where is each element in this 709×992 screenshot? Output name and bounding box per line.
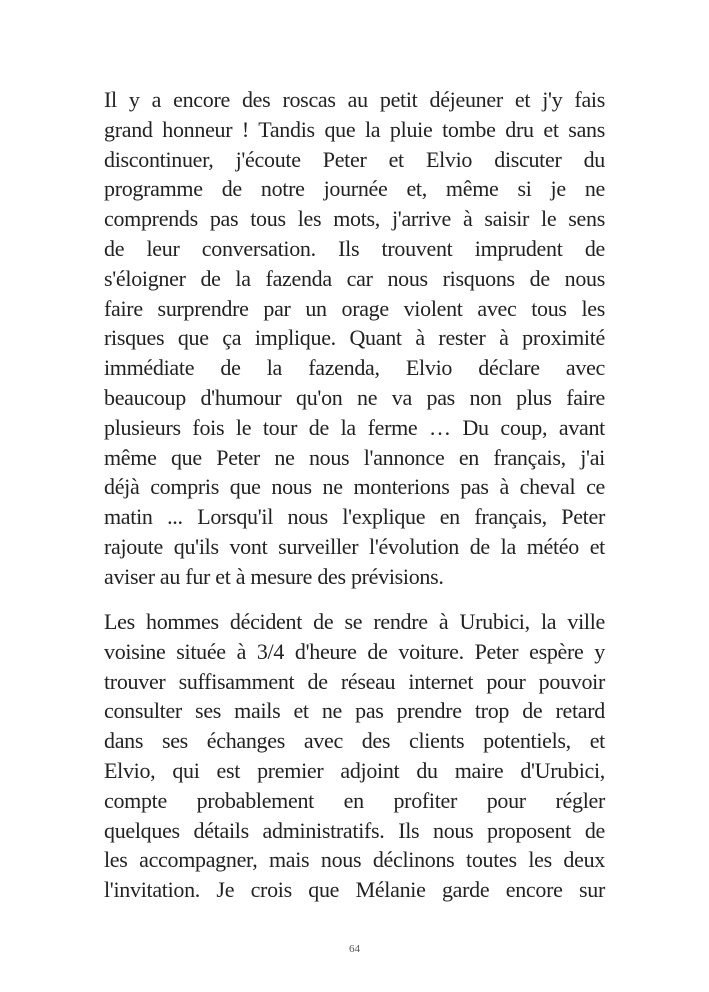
paragraph-line: quelques détails administratifs. Ils nous proposent de <box>104 817 605 843</box>
page-number: 64 <box>349 943 360 955</box>
paragraph-line: dans ses échanges avec des clients potentiels, et <box>104 728 605 754</box>
paragraph-line: grand honneur ! Tandis que la pluie tombe dru et sans <box>104 116 605 142</box>
paragraph-line: de leur conversation. Ils trouvent imprudent de <box>104 235 605 261</box>
paragraph-line: s'éloigner de la fazenda car nous risquons de nous <box>104 265 605 291</box>
paragraph-line: faire surprendre par un orage violent avec tous les <box>104 295 605 321</box>
paragraph-line: aviser au fur et à mesure des prévisions. <box>104 563 444 589</box>
paragraph-line: matin ... Lorsqu'il nous l'explique en français, Peter <box>104 504 605 530</box>
paragraph-line: immédiate de la fazenda, Elvio déclare avec <box>104 355 605 381</box>
paragraph-line: Elvio, qui est premier adjoint du maire d'Urubici, <box>104 757 605 783</box>
paragraph-line: déjà compris que nous ne monterions pas à cheval ce <box>104 474 605 500</box>
paragraph-line: Il y a encore des roscas au petit déjeuner et j'y fais <box>104 87 605 112</box>
paragraph-line: consulter ses mails et ne pas prendre trop de retard <box>104 698 605 724</box>
paragraph-line: discontinuer, j'écoute Peter et Elvio discuter du <box>104 146 605 172</box>
paragraph-2 <box>104 607 605 905</box>
paragraph-line: beaucoup d'humour qu'on ne va pas non plus faire <box>104 384 605 410</box>
paragraph-line: risques que ça implique. Quant à rester à proximité <box>104 325 605 351</box>
paragraph-line: trouver suffisamment de réseau internet pour pouvoir <box>104 668 605 694</box>
paragraph-line: plusieurs fois le tour de la ferme … Du coup, avant <box>104 414 605 440</box>
paragraph-line: programme de notre journée et, même si je ne <box>104 176 605 202</box>
paragraph-line: rajoute qu'ils vont surveiller l'évolution de la météo et <box>104 533 605 559</box>
paragraph-line: Les hommes décident de se rendre à Urubici, la ville <box>104 609 605 634</box>
paragraph-line: même que Peter ne nous l'annonce en français, j'ai <box>104 444 605 470</box>
paragraph-line: les accompagner, mais nous déclinons toutes les deux <box>104 847 605 873</box>
paragraph-line: l'invitation. Je crois que Mélanie garde encore sur <box>104 877 605 903</box>
paragraph-line: compte probablement en profiter pour régler <box>104 787 605 813</box>
paragraph-line: voisine située à 3/4 d'heure de voiture. Peter espère y <box>104 638 605 664</box>
paragraph-1 <box>104 85 605 592</box>
paragraph-line: comprends pas tous les mots, j'arrive à saisir le sens <box>104 206 605 232</box>
